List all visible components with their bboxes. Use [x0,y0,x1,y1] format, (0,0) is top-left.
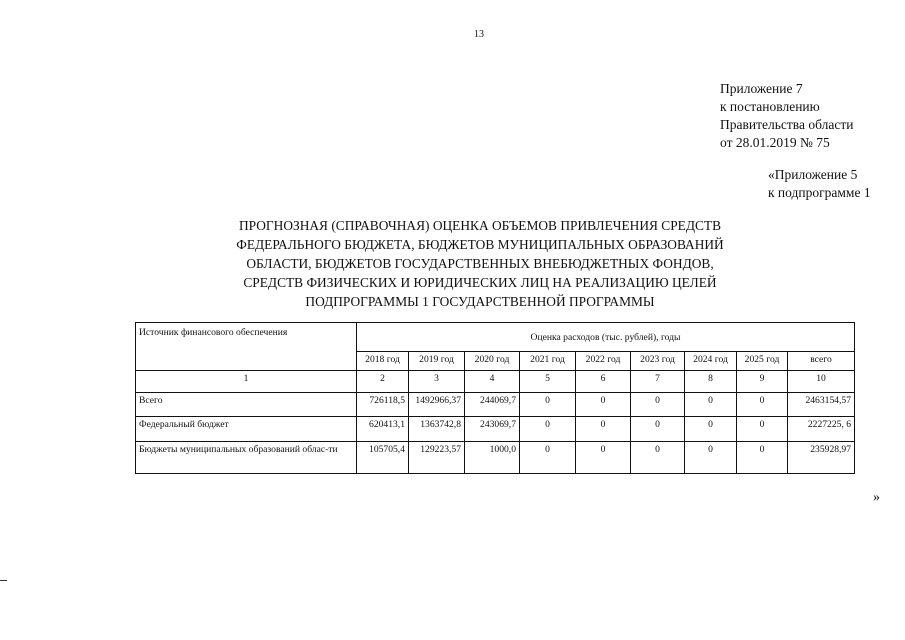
column-number: 10 [788,371,855,393]
column-number: 2 [357,371,409,393]
table-cell: 0 [520,393,576,417]
table-cell: 2227225, 6 [788,417,855,442]
table-cell: 129223,57 [409,442,465,474]
row-label: Всего [136,393,357,417]
table-cell: 0 [685,393,737,417]
year-header: 2023 год [631,352,685,371]
table-cell: 1492966,37 [409,393,465,417]
table-cell: 0 [520,442,576,474]
column-number: 5 [520,371,576,393]
appendix-line: к постановлению [720,99,820,114]
table-cell: 0 [576,417,631,442]
table-cell: 0 [631,442,685,474]
column-number: 4 [465,371,520,393]
group-header: Оценка расходов (тыс. рублей), годы [357,323,855,352]
table-cell: 620413,1 [357,417,409,442]
table-cell: 0 [520,417,576,442]
table-cell: 243069,7 [465,417,520,442]
table-cell: 0 [576,442,631,474]
financing-table [135,322,855,474]
column-number: 3 [409,371,465,393]
table-cell: 0 [737,442,788,474]
table-cell: 0 [737,393,788,417]
table-cell: 105705,4 [357,442,409,474]
year-header: 2024 год [685,352,737,371]
year-header: 2018 год [357,352,409,371]
column-number: 7 [631,371,685,393]
appendix-line: Приложение 7 [720,81,803,96]
title-line: ПОДПРОГРАММЫ 1 ГОСУДАРСТВЕННОЙ ПРОГРАММЫ [305,294,655,309]
table-cell: 726118,5 [357,393,409,417]
closing-quote: » [873,490,880,505]
year-header: 2020 год [465,352,520,371]
row-label: Федеральный бюджет [136,417,357,442]
table-row [136,393,855,417]
row-label: Бюджеты муниципальных образований облас-ти [136,442,357,474]
title-line: ФЕДЕРАЛЬНОГО БЮДЖЕТА, БЮДЖЕТОВ МУНИЦИПАЛЬНЫХ ОБРАЗОВАНИЙ [236,237,724,252]
table-header-row [136,323,855,352]
table-cell: 0 [631,393,685,417]
appendix-line: Правительства области [720,117,854,132]
year-header: 2025 год [737,352,788,371]
table-cell: 0 [685,442,737,474]
title-line: ОБЛАСТИ, БЮДЖЕТОВ ГОСУДАРСТВЕННЫХ ВНЕБЮДЖЕТНЫХ ФОНДОВ, [246,256,714,271]
year-header: всего [788,352,855,371]
appendix-block [720,80,853,152]
year-header: 2021 год [520,352,576,371]
column-number: 8 [685,371,737,393]
subappendix-line: к подпрограмме 1 [768,185,871,200]
table-cell: 0 [685,417,737,442]
year-header: 2022 год [576,352,631,371]
year-header: 2019 год [409,352,465,371]
source-header: Источник финансового обеспечения [136,323,357,371]
table-cell: 235928,97 [788,442,855,474]
table-row [136,442,855,474]
title-line: ПРОГНОЗНАЯ (СПРАВОЧНАЯ) ОЦЕНКА ОБЪЕМОВ ПРИВЛЕЧЕНИЯ СРЕДСТВ [238,218,722,233]
column-number: 6 [576,371,631,393]
subappendix-line: «Приложение 5 [768,167,858,182]
table-cell: 0 [576,393,631,417]
appendix-line: от 28.01.2019 № 75 [720,135,830,150]
column-number: 1 [136,371,357,393]
table-cell: 0 [631,417,685,442]
column-number: 9 [737,371,788,393]
table-cell: 244069,7 [465,393,520,417]
table-row [136,417,855,442]
document-title [195,216,765,311]
table-cell: 1000,0 [465,442,520,474]
table-cell: 2463154,57 [788,393,855,417]
table-cell: 0 [737,417,788,442]
margin-mark [0,580,7,581]
page-number: 13 [474,29,484,40]
table-cell: 1363742,8 [409,417,465,442]
title-line: СРЕДСТВ ФИЗИЧЕСКИХ И ЮРИДИЧЕСКИХ ЛИЦ НА РЕАЛИЗАЦИЮ ЦЕЛЕЙ [243,275,717,290]
subappendix-block [768,166,871,202]
column-number-row [136,371,855,393]
